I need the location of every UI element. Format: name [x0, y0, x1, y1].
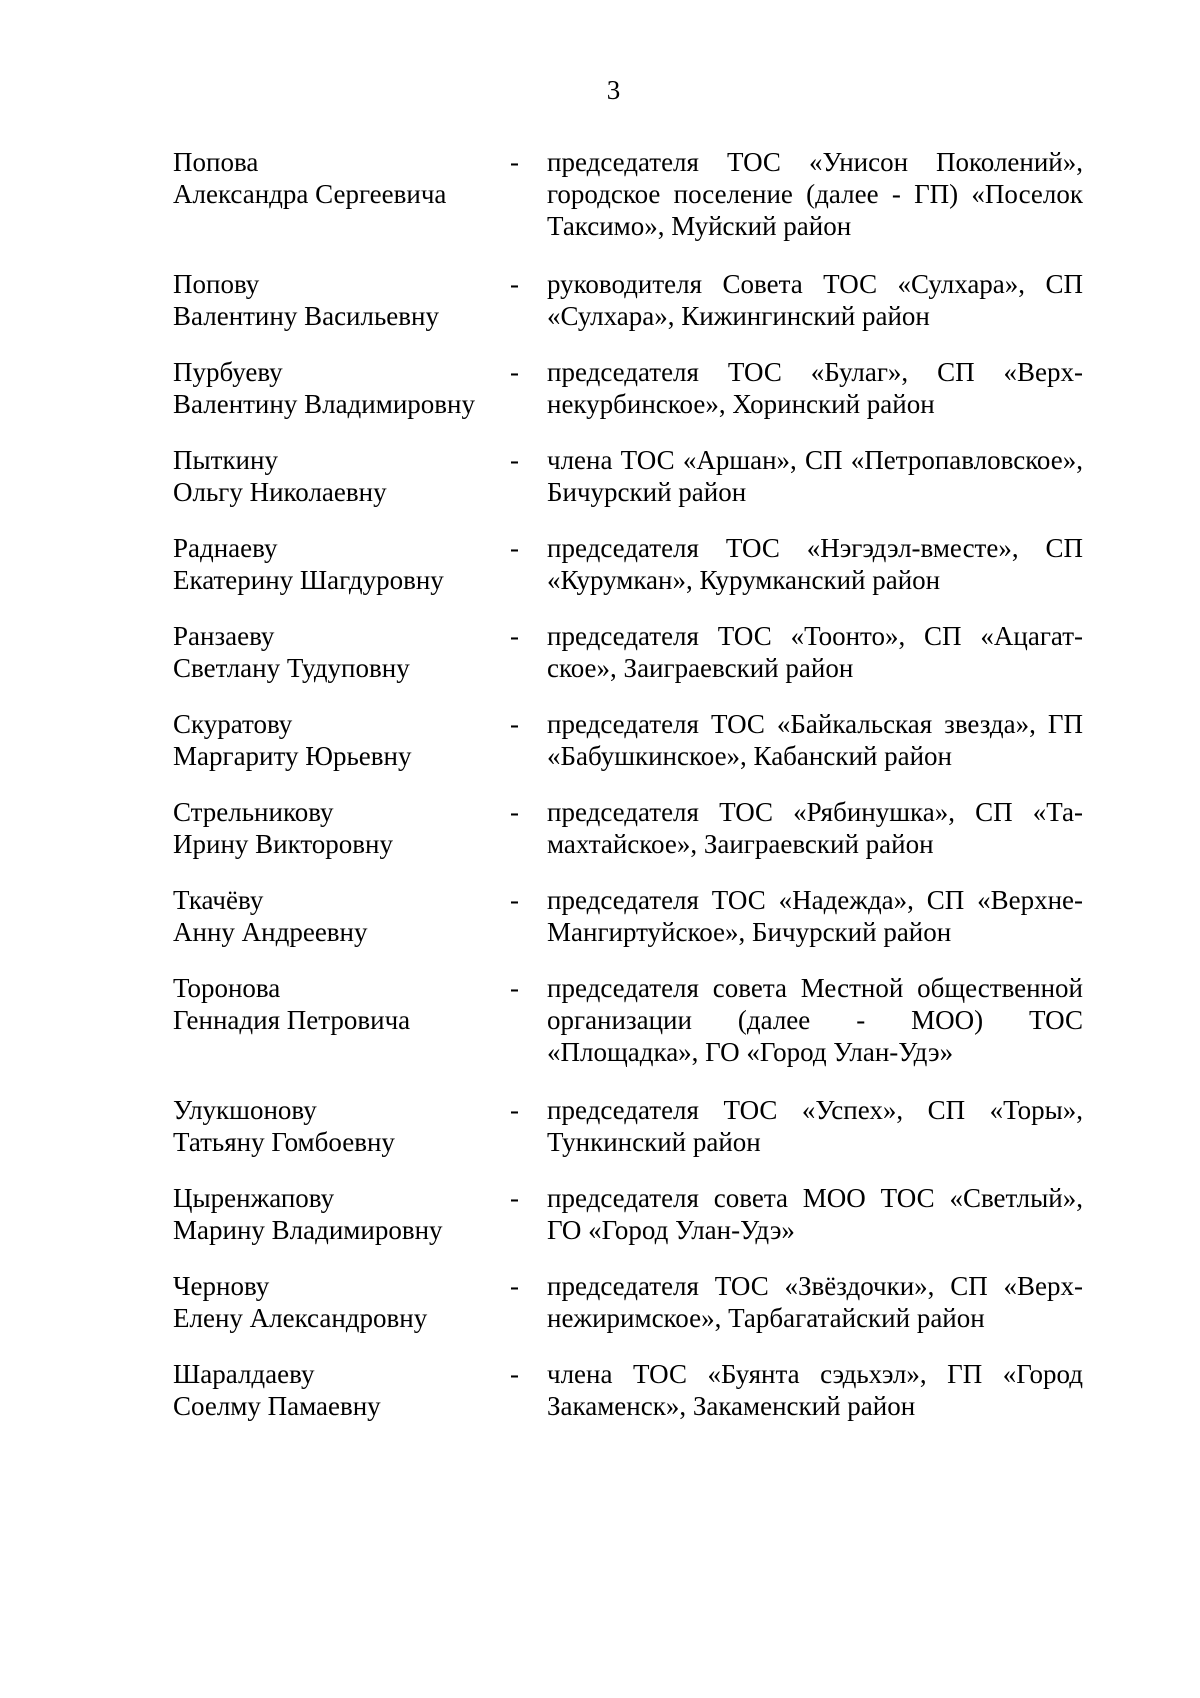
dash: -: [510, 709, 519, 739]
given-names: Соелму Памаевну: [173, 1391, 381, 1421]
dash: -: [510, 1271, 519, 1301]
position-text: руководителя Совета ТОС «Сулхара», СП «Сулхара», Кижингинский район: [547, 269, 1083, 331]
person-name: [173, 972, 510, 1036]
list-entry: [173, 444, 1083, 508]
position-text: председателя ТОС «Байкальская звезда», ГП «Бабушкинское», Кабанский район: [547, 709, 1083, 771]
person-name: [173, 1270, 510, 1334]
list-entry: [173, 532, 1083, 596]
position-text: председателя ТОС «Рябинушка», СП «Тамахтайское», Заиграевский район: [547, 797, 1083, 859]
person-name: [173, 796, 510, 860]
surname: Шаралдаеву: [173, 1359, 315, 1389]
dash: -: [510, 1095, 519, 1125]
given-names: Валентину Васильевну: [173, 301, 439, 331]
person-name: [173, 268, 510, 332]
person-name: [173, 444, 510, 508]
list-entry: [173, 708, 1083, 772]
person-name: [173, 708, 510, 772]
surname: Торонова: [173, 973, 281, 1003]
dash: -: [510, 445, 519, 475]
list-entry: [173, 972, 1083, 1068]
dash: -: [510, 1183, 519, 1213]
person-name: [173, 1358, 510, 1422]
given-names: Марину Владимировну: [173, 1215, 443, 1245]
surname: Раднаеву: [173, 533, 278, 563]
position-text: председателя ТОС «Булаг», СП «Верхнекурбинское», Хоринский район: [547, 357, 1083, 419]
award-list: [173, 146, 1083, 1422]
surname: Ранзаеву: [173, 621, 275, 651]
surname: Пурбуеву: [173, 357, 283, 387]
person-name: [173, 620, 510, 684]
surname: Попова: [173, 147, 259, 177]
surname: Чернову: [173, 1271, 270, 1301]
list-entry: [173, 268, 1083, 332]
position-text: председателя ТОС «Звёздочки», СП «Верхнежиримское», Тарбагатайский район: [547, 1271, 1083, 1333]
list-entry: [173, 1182, 1083, 1246]
position-text: председателя ТОС «Надежда», СП «Верхне-Мангиртуйское», Бичурский район: [547, 885, 1083, 947]
surname: Стрельникову: [173, 797, 334, 827]
surname: Улукшонову: [173, 1095, 317, 1125]
position-text: председателя ТОС «Нэгэдэл-вместе», СП «Курумкан», Курумканский район: [547, 533, 1083, 595]
given-names: Валентину Владимировну: [173, 389, 475, 419]
person-name: [173, 884, 510, 948]
given-names: Екатерину Шагдуровну: [173, 565, 444, 595]
dash: -: [510, 621, 519, 651]
dash: -: [510, 357, 519, 387]
surname: Цыренжапову: [173, 1183, 335, 1213]
position-text: председателя совета Местной общественной организации (далее - МОО) ТОС «Площадка», ГО «Город Улан-Удэ»: [547, 973, 1083, 1067]
position-text: члена ТОС «Аршан», СП «Петропавловское», Бичурский район: [547, 445, 1083, 507]
position-text: председателя ТОС «Тоонто», СП «Ацагатское», Заиграевский район: [547, 621, 1083, 683]
person-name: [173, 146, 510, 210]
list-entry: [173, 356, 1083, 420]
given-names: Анну Андреевну: [173, 917, 368, 947]
surname: Скуратову: [173, 709, 293, 739]
position-text: председателя совета МОО ТОС «Светлый», ГО «Город Улан-Удэ»: [547, 1183, 1083, 1245]
list-entry: [173, 796, 1083, 860]
list-entry: [173, 884, 1083, 948]
list-entry: [173, 146, 1083, 242]
dash: -: [510, 269, 519, 299]
page-number: 3: [606, 75, 621, 105]
given-names: Маргариту Юрьевну: [173, 741, 412, 771]
given-names: Светлану Тудуповну: [173, 653, 410, 683]
list-entry: [173, 1094, 1083, 1158]
surname: Пыткину: [173, 445, 278, 475]
given-names: Елену Александровну: [173, 1303, 428, 1333]
dash: -: [510, 797, 519, 827]
surname: Ткачёву: [173, 885, 264, 915]
dash: -: [510, 147, 519, 177]
surname: Попову: [173, 269, 260, 299]
position-text: председателя ТОС «Успех», СП «Торы», Тункинский район: [547, 1095, 1083, 1157]
given-names: Геннадия Петровича: [173, 1005, 411, 1035]
list-entry: [173, 1358, 1083, 1422]
dash: -: [510, 973, 519, 1003]
position-text: председателя ТОС «Унисон Поколений», городское поселение (далее - ГП) «Поселок Таксимо», Муйский район: [547, 147, 1083, 241]
dash: -: [510, 533, 519, 563]
given-names: Александра Сергеевича: [173, 179, 447, 209]
given-names: Ирину Викторовну: [173, 829, 394, 859]
list-entry: [173, 1270, 1083, 1334]
person-name: [173, 356, 510, 420]
list-entry: [173, 620, 1083, 684]
person-name: [173, 1182, 510, 1246]
person-name: [173, 1094, 510, 1158]
given-names: Татьяну Гомбоевну: [173, 1127, 395, 1157]
dash: -: [510, 1359, 519, 1389]
person-name: [173, 532, 510, 596]
dash: -: [510, 885, 519, 915]
position-text: члена ТОС «Буянта сэдьхэл», ГП «Город Закаменск», Закаменский район: [547, 1359, 1083, 1421]
given-names: Ольгу Николаевну: [173, 477, 387, 507]
